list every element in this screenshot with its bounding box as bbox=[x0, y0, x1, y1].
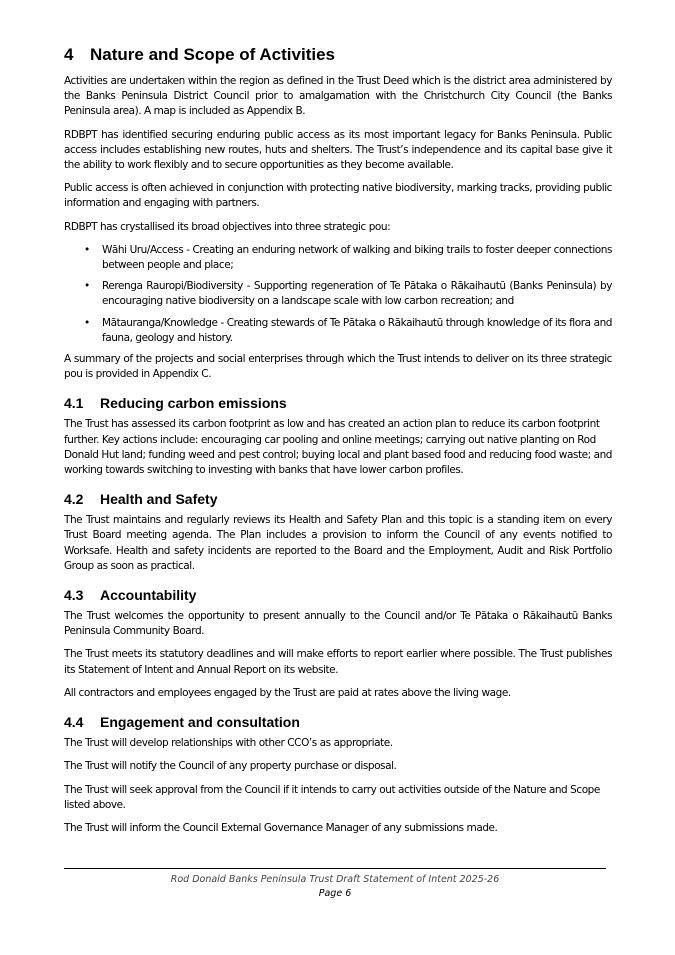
list-item-text: Mātauranga/Knowledge - Creating stewards of Te Pātaka o Rākaihautū through knowledge of its flora and fauna, geology and history. bbox=[102, 316, 612, 344]
bullet-icon: • bbox=[84, 316, 90, 329]
paragraph: The Trust maintains and regularly reviews its Health and Safety Plan and this topic is a standing item on every Trust Board meeting agenda. The Plan includes a provision to inform the Council of any events notified to Worksafe. Health and safety incidents are reported to the Board and the Employment, Audit and Risk Portfolio Group as soon as practical. bbox=[64, 514, 612, 572]
strategic-pou-list bbox=[64, 243, 612, 346]
paragraph: The Trust meets its statutory deadlines and will make efforts to report earlier where possible. The Trust publishes its Statement of Intent and Annual Report on its website. bbox=[64, 648, 612, 676]
section-title: Health and Safety bbox=[100, 491, 218, 508]
paragraph: The Trust has assessed its carbon footprint as low and has created an action plan to reduce its carbon footprint further. Key actions include: encouraging car pooling and online meetings; carrying out native planting on Rod Donald Hut land; funding weed and pest control; buying local and plant based food and reducing food waste; and working towards switching to investing with banks that have lower carbon profiles. bbox=[64, 418, 613, 477]
list-item bbox=[64, 279, 612, 309]
bullet-icon: • bbox=[84, 243, 90, 256]
section-number: 4.4 bbox=[64, 714, 84, 731]
list-item-text: Wāhi Uru/Access - Creating an enduring network of walking and biking trails to foster deeper connections between people and place; bbox=[102, 243, 612, 272]
section-number: 4.2 bbox=[64, 491, 84, 508]
paragraph: A summary of the projects and social enterprises through which the Trust intends to deliver on its three strategic pou is provided in Appendix C. bbox=[64, 353, 612, 381]
footer-page-number: Page 6 bbox=[318, 888, 352, 899]
paragraph: The Trust welcomes the opportunity to present annually to the Council and/or Te Pātaka o Rākaihautū Banks Peninsula Community Board. bbox=[64, 610, 612, 638]
paragraph: RDBPT has crystallised its broad objectives into three strategic pou: bbox=[64, 220, 391, 233]
list-item bbox=[64, 243, 612, 273]
section-number: 4.1 bbox=[64, 395, 84, 412]
paragraph: The Trust will seek approval from the Council if it intends to carry out activities outside of the Nature and Scope listed above. bbox=[64, 783, 600, 811]
list-item-text: Rerenga Rauropi/Biodiversity - Supporting regeneration of Te Pātaka o Rākaihautū (Banks Peninsula) by encouraging native biodiversity on a landscape scale with low carbon recreation; and bbox=[102, 280, 612, 308]
page-footer bbox=[64, 868, 606, 901]
section-title: Nature and Scope of Activities bbox=[90, 45, 335, 64]
paragraph: All contractors and employees engaged by the Trust are paid at rates above the living wage. bbox=[64, 686, 511, 699]
paragraph: RDBPT has identified securing enduring public access as its most important legacy for Banks Peninsula. Public access includes establishing new routes, huts and shelters. The Trust’s independence and its capital base give it the ability to work flexibly and to secure opportunities as they become available. bbox=[64, 128, 612, 172]
paragraph: The Trust will develop relationships with other CCO’s as appropriate. bbox=[64, 737, 393, 750]
paragraph: The Trust will inform the Council External Governance Manager of any submissions made. bbox=[64, 821, 498, 834]
section-title: Accountability bbox=[100, 587, 197, 604]
section-number: 4 bbox=[64, 45, 74, 64]
paragraph: The Trust will notify the Council of any property purchase or disposal. bbox=[64, 760, 397, 773]
paragraph: Activities are undertaken within the region as defined in the Trust Deed which is the district area administered by the Banks Peninsula District Council prior to amalgamation with the Christchurch City Council (the Banks Peninsula area). A map is included as Appendix B. bbox=[64, 75, 612, 118]
section-4-1-heading bbox=[64, 394, 612, 412]
section-title: Engagement and consultation bbox=[100, 714, 300, 731]
section-4-heading bbox=[64, 44, 612, 66]
footer-document-title: Rod Donald Banks Peninsula Trust Draft Statement of Intent 2025-26 bbox=[170, 874, 500, 885]
list-item bbox=[64, 316, 612, 346]
section-title: Reducing carbon emissions bbox=[100, 395, 287, 412]
section-4-3-heading bbox=[64, 586, 612, 604]
section-4-4-heading bbox=[64, 713, 612, 731]
section-number: 4.3 bbox=[64, 587, 84, 604]
paragraph: Public access is often achieved in conjunction with protecting native biodiversity, marking tracks, providing public information and engaging with partners. bbox=[64, 182, 612, 210]
bullet-icon: • bbox=[84, 280, 90, 293]
document-page bbox=[64, 44, 612, 844]
section-4-2-heading bbox=[64, 490, 612, 508]
